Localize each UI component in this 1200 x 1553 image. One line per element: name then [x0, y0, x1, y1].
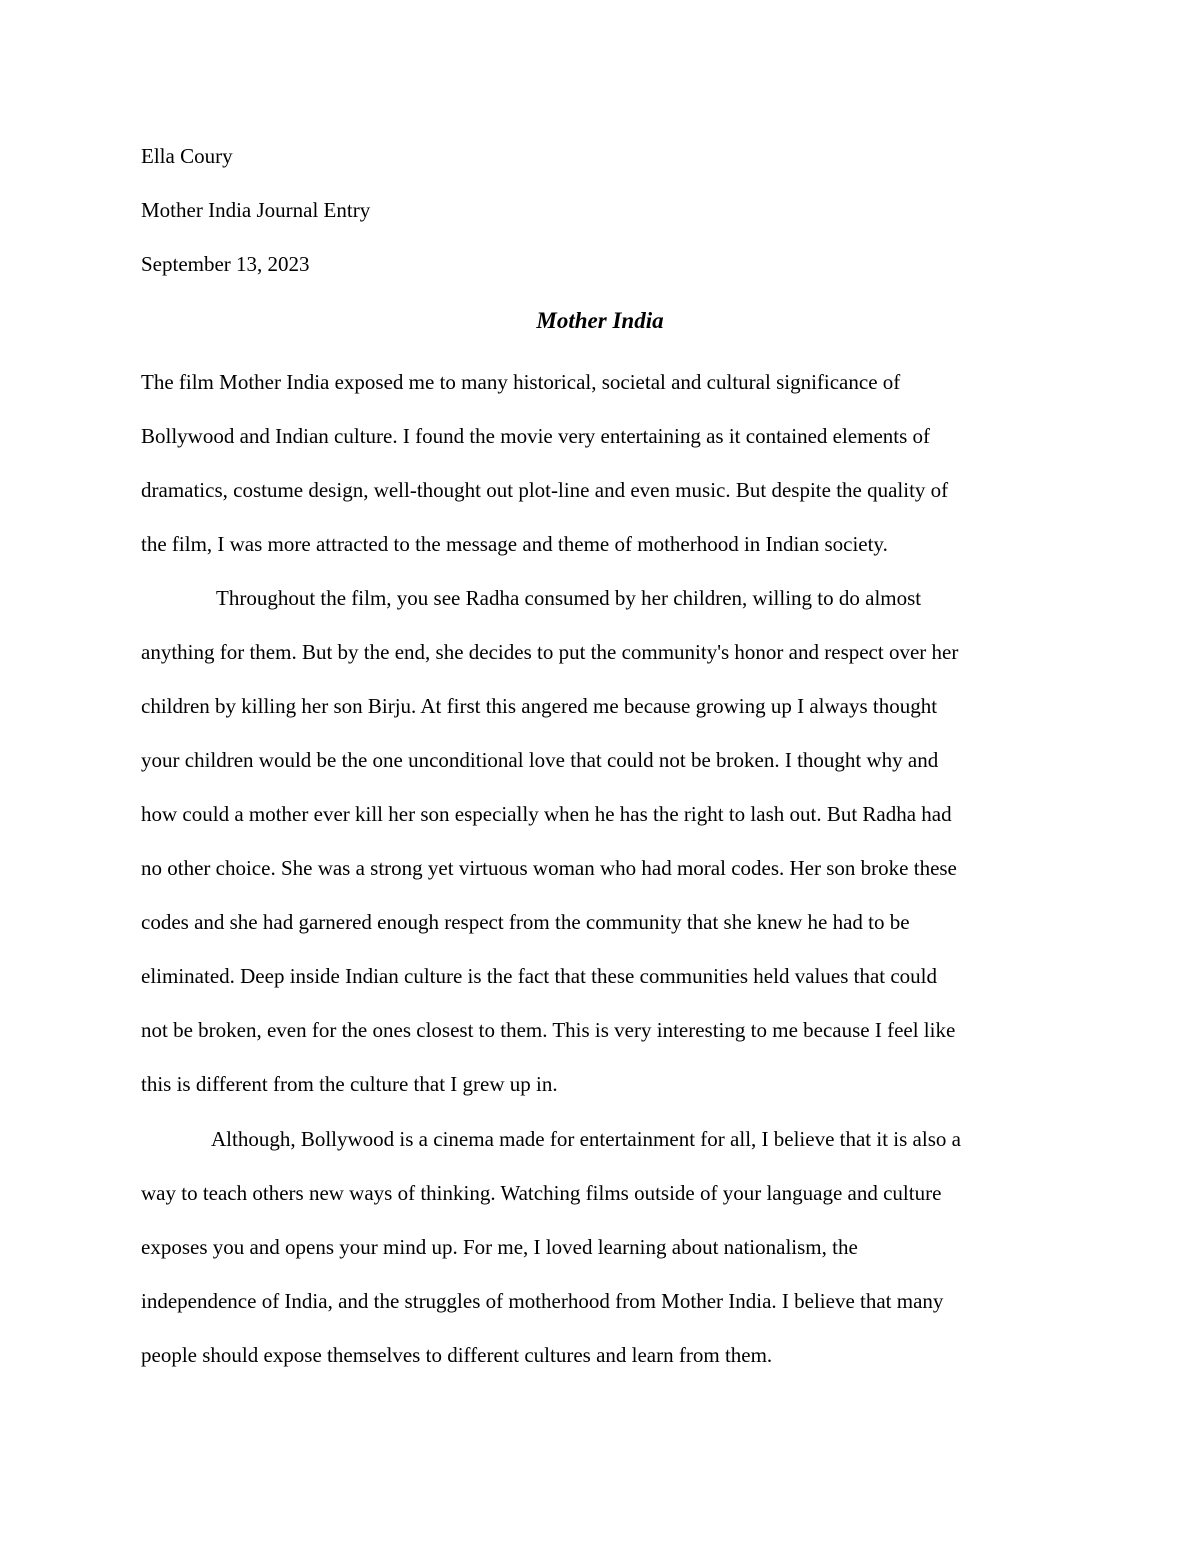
paragraph-2-line-8: eliminated. Deep inside Indian culture is the fact that these communities held values that could [141, 964, 938, 988]
paragraph-2-line-6: no other choice. She was a strong yet virtuous woman who had moral codes. Her son broke these [141, 856, 957, 880]
paragraph-2-line-1: Throughout the film, you see Radha consumed by her children, willing to do almost [216, 586, 922, 610]
paragraph-2-line-5: how could a mother ever kill her son especially when he has the right to lash out. But Radha had [141, 802, 952, 826]
paragraph-1-line-1: The film Mother India exposed me to many historical, societal and cultural significance of [141, 370, 901, 394]
document-title: Mother India [536, 308, 664, 333]
paragraph-3-line-3: exposes you and opens your mind up. For me, I loved learning about nationalism, the [141, 1235, 858, 1259]
paragraph-3-line-5: people should expose themselves to different cultures and learn from them. [141, 1343, 773, 1367]
paragraph-2-line-2: anything for them. But by the end, she decides to put the community's honor and respect over her [141, 640, 959, 664]
paragraph-2-line-9: not be broken, even for the ones closest to them. This is very interesting to me because I feel like [141, 1018, 956, 1042]
paragraph-2-line-4: your children would be the one unconditional love that could not be broken. I thought why and [141, 748, 939, 772]
assignment-title: Mother India Journal Entry [141, 198, 371, 222]
author-name: Ella Coury [141, 144, 233, 168]
paragraph-2-line-7: codes and she had garnered enough respect from the community that she knew he had to be [141, 910, 910, 934]
paragraph-1-line-4: the film, I was more attracted to the message and theme of motherhood in Indian society. [141, 532, 888, 556]
paragraph-2-line-3: children by killing her son Birju. At first this angered me because growing up I always thought [141, 694, 938, 718]
paragraph-1-line-2: Bollywood and Indian culture. I found the movie very entertaining as it contained elements of [141, 424, 931, 448]
paragraph-3-line-4: independence of India, and the struggles of motherhood from Mother India. I believe that many [141, 1289, 944, 1313]
paragraph-2-line-10: this is different from the culture that I grew up in. [141, 1072, 558, 1096]
submission-date: September 13, 2023 [141, 252, 310, 276]
paragraph-3-line-1: Although, Bollywood is a cinema made for entertainment for all, I believe that it is also a [211, 1127, 961, 1151]
paragraph-3-line-2: way to teach others new ways of thinking. Watching films outside of your language and culture [141, 1181, 942, 1205]
paragraph-1-line-3: dramatics, costume design, well-thought out plot-line and even music. But despite the quality of [141, 478, 949, 502]
